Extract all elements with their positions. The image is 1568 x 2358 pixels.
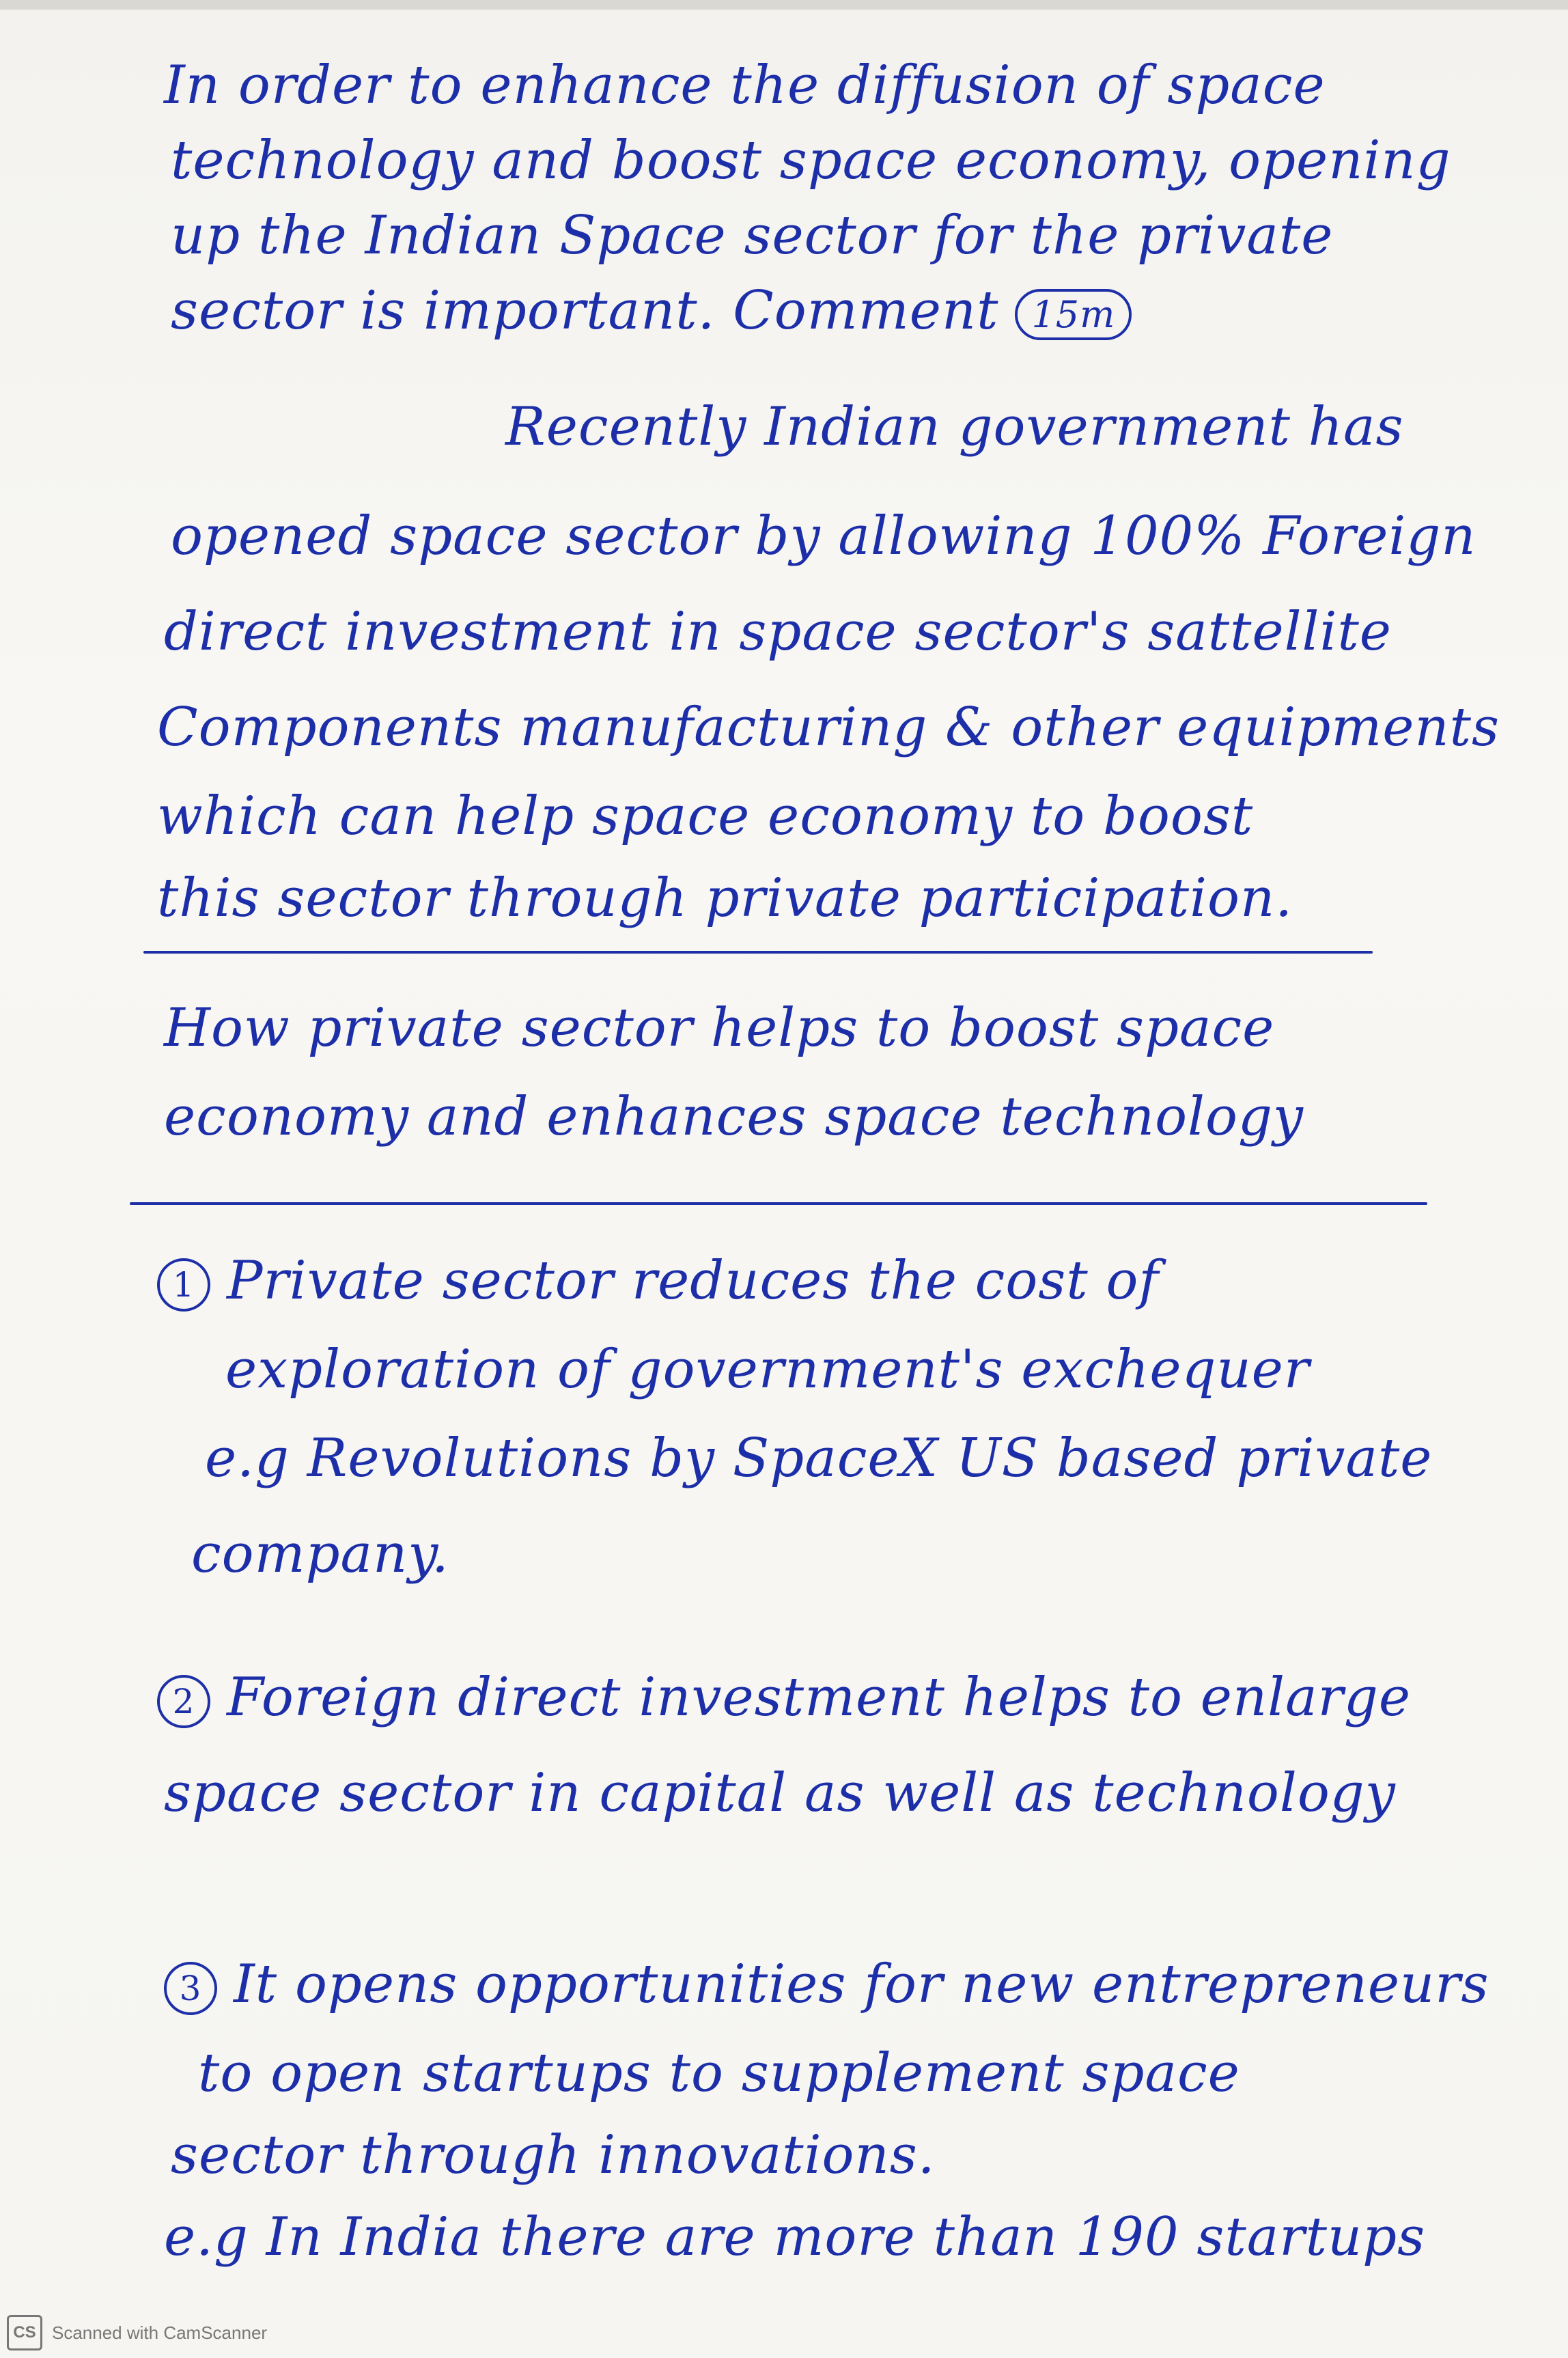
point-3-line-3: sector through innovations. xyxy=(171,2124,936,2186)
marks-badge: 15m xyxy=(1015,289,1132,340)
question-line-4 xyxy=(171,280,1132,342)
point-1-line-4: company. xyxy=(191,1523,449,1585)
point-3-number: 3 xyxy=(164,1962,217,2015)
intro-line-2: opened space sector by allowing 100% Foreign xyxy=(171,505,1476,567)
heading-top-rule xyxy=(143,951,1373,954)
intro-line-4: Components manufacturing & other equipments xyxy=(157,697,1500,758)
intro-line-6: this sector through private participation. xyxy=(157,868,1293,929)
heading-bottom-rule xyxy=(130,1202,1427,1205)
point-1-line-2: exploration of government's exchequer xyxy=(225,1339,1311,1400)
intro-line-5: which can help space economy to boost xyxy=(157,786,1254,847)
page-top-edge xyxy=(0,0,1568,10)
question-line-3: up the Indian Space sector for the private xyxy=(171,205,1334,266)
point-2-line-1 xyxy=(157,1667,1411,1728)
point-1-line-1 xyxy=(157,1250,1159,1312)
point-2-line-1-text: Foreign direct investment helps to enlarge xyxy=(227,1667,1412,1728)
question-line-4-text: sector is important. Comment xyxy=(171,280,999,342)
point-1-line-1-text: Private sector reduces the cost of xyxy=(227,1250,1160,1312)
camscanner-logo-icon: CS xyxy=(7,2315,42,2350)
point-3-line-1 xyxy=(164,1954,1489,2015)
point-3-line-4: e.g In India there are more than 190 startups xyxy=(164,2206,1426,2268)
camscanner-text: Scanned with CamScanner xyxy=(52,2322,268,2343)
point-1-number: 1 xyxy=(157,1258,210,1312)
question-line-1: In order to enhance the diffusion of space xyxy=(164,55,1326,116)
camscanner-watermark xyxy=(7,2316,267,2350)
question-line-2: technology and boost space economy, opening xyxy=(171,130,1451,191)
point-1-line-3: e.g Revolutions by SpaceX US based private xyxy=(205,1428,1433,1489)
heading-line-1: How private sector helps to boost space xyxy=(164,997,1275,1059)
heading-line-2: economy and enhances space technology xyxy=(164,1086,1304,1148)
point-3-line-1-text: It opens opportunities for new entrepreneurs xyxy=(234,1954,1489,2015)
point-3-line-2: to open startups to supplement space xyxy=(198,2042,1240,2104)
intro-line-1: Recently Indian government has xyxy=(505,396,1404,458)
point-2-number: 2 xyxy=(157,1675,210,1728)
point-2-line-2: space sector in capital as well as technology xyxy=(164,1762,1396,1824)
intro-line-3: direct investment in space sector's sattellite xyxy=(164,601,1392,663)
